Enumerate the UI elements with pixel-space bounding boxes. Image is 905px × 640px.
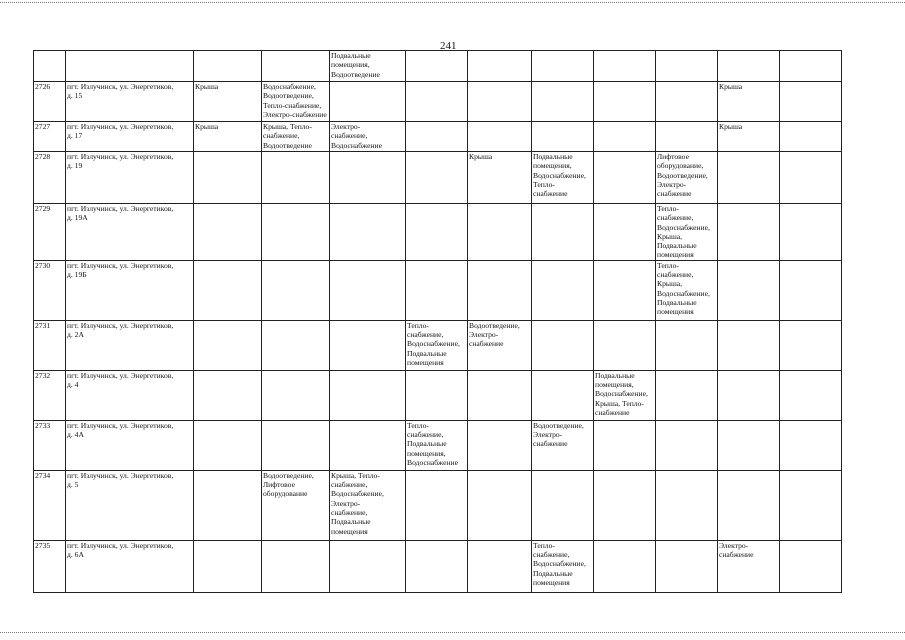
work-cell bbox=[718, 82, 780, 122]
work-cell bbox=[656, 152, 718, 204]
cell-text: д. 4 bbox=[67, 380, 79, 390]
work-cell bbox=[718, 204, 780, 261]
repair-schedule-table bbox=[33, 50, 842, 593]
work-cell bbox=[468, 122, 532, 152]
cell-text: пгт. Излучинск, ул. Энергетиков, bbox=[67, 540, 174, 550]
work-cell bbox=[406, 152, 468, 204]
work-cell bbox=[262, 320, 330, 370]
cell-text: пгт. Излучинск, ул. Энергетиков, bbox=[67, 260, 174, 270]
cell-text: Тепло- bbox=[533, 179, 555, 189]
work-cell bbox=[406, 470, 468, 540]
cell-text: Водоснабжение bbox=[331, 140, 382, 150]
row-number: 2726 bbox=[34, 82, 66, 122]
cell-text: помещения bbox=[407, 357, 444, 367]
cell-text: Водоотведение, bbox=[469, 320, 520, 330]
work-cell bbox=[532, 204, 594, 261]
row-number: 2727 bbox=[34, 122, 66, 152]
work-cell bbox=[330, 540, 406, 592]
cell-text: Крыша bbox=[719, 82, 743, 91]
row-number: 2729 bbox=[34, 204, 66, 261]
work-cell bbox=[718, 370, 780, 420]
work-cell bbox=[262, 370, 330, 420]
work-cell bbox=[532, 370, 594, 420]
work-cell bbox=[330, 51, 406, 82]
cell-text: Водоснабжение, bbox=[533, 559, 586, 569]
work-cell bbox=[532, 320, 594, 370]
cell-text: Подвальные bbox=[533, 152, 573, 161]
work-cell bbox=[718, 260, 780, 320]
cell-text: Крыша bbox=[469, 152, 493, 161]
address-cell bbox=[66, 260, 194, 320]
work-cell bbox=[468, 320, 532, 370]
work-cell bbox=[656, 420, 718, 470]
cell-text: Подвальные bbox=[407, 439, 447, 449]
table-row bbox=[34, 152, 842, 204]
row-number: 2732 bbox=[34, 370, 66, 420]
cell-text: Крыша, Тепло- bbox=[263, 122, 312, 131]
cell-text: снабжение, bbox=[263, 131, 300, 141]
cell-text: Тепло- bbox=[407, 320, 429, 330]
cell-text: Водоотведение, bbox=[263, 91, 314, 101]
cell-text: Водоснабжение, bbox=[331, 489, 384, 499]
work-cell bbox=[718, 320, 780, 370]
work-cell bbox=[468, 51, 532, 82]
work-cell bbox=[330, 82, 406, 122]
cell-text: помещения, bbox=[331, 60, 370, 70]
work-cell bbox=[780, 260, 842, 320]
work-cell bbox=[780, 470, 842, 540]
address-cell bbox=[66, 540, 194, 592]
cell-text: Тепло- bbox=[407, 420, 429, 430]
work-cell bbox=[406, 540, 468, 592]
cell-text: Водоснабжение, bbox=[533, 170, 586, 180]
cell-text: снабжение bbox=[657, 189, 692, 199]
cell-text: Крыша, Тепло- bbox=[595, 398, 644, 408]
cell-text: Водоснабжение, bbox=[263, 82, 316, 91]
work-cell bbox=[406, 51, 468, 82]
work-cell bbox=[194, 51, 262, 82]
cell-text: Водоснабжение, bbox=[657, 222, 710, 232]
address-cell bbox=[66, 82, 194, 122]
cell-text: снабжение, bbox=[657, 270, 694, 280]
work-cell bbox=[780, 152, 842, 204]
cell-text: оборудование, bbox=[657, 161, 704, 171]
cell-text: снабжение bbox=[595, 407, 630, 417]
work-cell bbox=[406, 320, 468, 370]
cell-text: Тепло- bbox=[657, 204, 679, 213]
cell-text: снабжение, bbox=[331, 480, 368, 490]
work-cell bbox=[656, 204, 718, 261]
cell-text: Лифтовое bbox=[263, 480, 295, 490]
work-cell bbox=[262, 204, 330, 261]
work-cell bbox=[406, 370, 468, 420]
cell-text: д. 5 bbox=[67, 480, 79, 490]
cell-text: оборудование bbox=[263, 489, 308, 499]
work-cell bbox=[656, 260, 718, 320]
work-cell bbox=[532, 122, 594, 152]
work-cell bbox=[468, 152, 532, 204]
cell-text: снабжение bbox=[719, 550, 754, 560]
cell-text: Крыша, Тепло- bbox=[331, 470, 380, 480]
cell-text: Крыша bbox=[195, 82, 219, 91]
work-cell bbox=[406, 420, 468, 470]
cell-text: Водоснабжение bbox=[407, 457, 458, 467]
work-cell bbox=[194, 420, 262, 470]
address-cell bbox=[66, 51, 194, 82]
work-cell bbox=[262, 540, 330, 592]
row-number: 2731 bbox=[34, 320, 66, 370]
work-cell bbox=[594, 204, 656, 261]
work-cell bbox=[194, 370, 262, 420]
work-cell bbox=[594, 152, 656, 204]
cell-text: д. 19А bbox=[67, 213, 88, 223]
work-cell bbox=[194, 540, 262, 592]
work-cell bbox=[262, 152, 330, 204]
cell-text: Лифтовое bbox=[657, 152, 689, 161]
work-cell bbox=[262, 51, 330, 82]
cell-text: Электро- bbox=[657, 179, 687, 189]
address-cell bbox=[66, 470, 194, 540]
work-cell bbox=[594, 420, 656, 470]
work-cell bbox=[656, 540, 718, 592]
cell-text: Водоснабжение, bbox=[657, 288, 710, 298]
work-cell bbox=[406, 260, 468, 320]
scan-artifact-bottom bbox=[0, 632, 905, 634]
cell-text: пгт. Излучинск, ул. Энергетиков, bbox=[67, 420, 174, 430]
work-cell bbox=[468, 420, 532, 470]
cell-text: Подвальные bbox=[595, 370, 635, 380]
address-cell bbox=[66, 204, 194, 261]
work-cell bbox=[532, 51, 594, 82]
work-cell bbox=[780, 204, 842, 261]
work-cell bbox=[194, 204, 262, 261]
work-cell bbox=[718, 51, 780, 82]
work-cell bbox=[718, 470, 780, 540]
cell-text: снабжение bbox=[533, 189, 568, 199]
work-cell bbox=[780, 540, 842, 592]
work-cell bbox=[718, 420, 780, 470]
work-cell bbox=[262, 82, 330, 122]
cell-text: пгт. Излучинск, ул. Энергетиков, bbox=[67, 320, 174, 330]
cell-text: Подвальные bbox=[657, 241, 697, 251]
work-cell bbox=[468, 540, 532, 592]
cell-text: д. 19Б bbox=[67, 270, 87, 280]
work-cell bbox=[718, 540, 780, 592]
table-row bbox=[34, 470, 842, 540]
work-cell bbox=[594, 370, 656, 420]
cell-text: Водоотведение bbox=[263, 140, 312, 150]
cell-text: Тепло- bbox=[533, 540, 555, 550]
work-cell bbox=[194, 122, 262, 152]
work-cell bbox=[656, 370, 718, 420]
cell-text: помещения bbox=[657, 307, 694, 317]
cell-text: помещения bbox=[331, 526, 368, 536]
cell-text: Водоотведение, bbox=[263, 470, 314, 480]
row-number: 2733 bbox=[34, 420, 66, 470]
work-cell bbox=[330, 260, 406, 320]
cell-text: Электро-снабжение bbox=[263, 109, 327, 119]
cell-text: помещения bbox=[533, 577, 570, 587]
work-cell bbox=[780, 122, 842, 152]
address-cell bbox=[66, 370, 194, 420]
work-cell bbox=[330, 204, 406, 261]
work-cell bbox=[532, 260, 594, 320]
work-cell bbox=[656, 51, 718, 82]
work-cell bbox=[330, 470, 406, 540]
work-cell bbox=[468, 370, 532, 420]
row-number bbox=[34, 51, 66, 82]
cell-text: пгт. Излучинск, ул. Энергетиков, bbox=[67, 470, 174, 480]
work-cell bbox=[594, 320, 656, 370]
work-cell bbox=[532, 82, 594, 122]
work-cell bbox=[330, 320, 406, 370]
table-row bbox=[34, 320, 842, 370]
scan-artifact-top bbox=[0, 2, 905, 4]
work-cell bbox=[594, 260, 656, 320]
cell-text: д. 15 bbox=[67, 91, 83, 101]
cell-text: снабжение, bbox=[331, 507, 368, 517]
row-number: 2735 bbox=[34, 540, 66, 592]
cell-text: снабжение, bbox=[533, 550, 570, 560]
work-cell bbox=[780, 51, 842, 82]
page-number: 241 bbox=[440, 40, 457, 52]
work-cell bbox=[330, 370, 406, 420]
table-row bbox=[34, 370, 842, 420]
cell-text: снабжение, bbox=[657, 213, 694, 223]
work-cell bbox=[194, 320, 262, 370]
work-cell bbox=[468, 470, 532, 540]
cell-text: Водоотведение, bbox=[657, 170, 708, 180]
work-cell bbox=[532, 470, 594, 540]
cell-text: Водоотведение bbox=[331, 69, 380, 79]
cell-text: помещения bbox=[657, 250, 694, 260]
cell-text: д. 2А bbox=[67, 330, 84, 340]
work-cell bbox=[656, 122, 718, 152]
row-number: 2728 bbox=[34, 152, 66, 204]
cell-text: пгт. Излучинск, ул. Энергетиков, bbox=[67, 152, 174, 161]
address-cell bbox=[66, 122, 194, 152]
cell-text: помещения, bbox=[595, 380, 634, 390]
cell-text: помещения, bbox=[533, 161, 572, 171]
cell-text: Подвальные bbox=[657, 297, 697, 307]
table-row bbox=[34, 82, 842, 122]
row-number: 2734 bbox=[34, 470, 66, 540]
cell-text: Подвальные bbox=[407, 348, 447, 358]
work-cell bbox=[194, 260, 262, 320]
table-row bbox=[34, 204, 842, 261]
work-cell bbox=[532, 540, 594, 592]
cell-text: Крыша, bbox=[657, 231, 683, 241]
cell-text: Водоснабжение, bbox=[595, 389, 648, 399]
work-cell bbox=[594, 540, 656, 592]
work-cell bbox=[718, 122, 780, 152]
work-cell bbox=[406, 122, 468, 152]
work-cell bbox=[594, 82, 656, 122]
address-cell bbox=[66, 152, 194, 204]
cell-text: Водоснабжение, bbox=[407, 339, 460, 349]
cell-text: Подвальные bbox=[533, 568, 573, 578]
row-number: 2730 bbox=[34, 260, 66, 320]
table-row bbox=[34, 540, 842, 592]
cell-text: пгт. Излучинск, ул. Энергетиков, bbox=[67, 122, 174, 131]
work-cell bbox=[780, 82, 842, 122]
cell-text: д. 19 bbox=[67, 161, 83, 171]
cell-text: Подвальные bbox=[331, 517, 371, 527]
work-cell bbox=[594, 122, 656, 152]
cell-text: Электро- bbox=[469, 330, 499, 340]
work-cell bbox=[262, 470, 330, 540]
cell-text: Электро- bbox=[331, 498, 361, 508]
cell-text: Крыша, bbox=[657, 279, 683, 289]
cell-text: Крыша bbox=[719, 122, 743, 131]
table-row bbox=[34, 122, 842, 152]
address-cell bbox=[66, 320, 194, 370]
work-cell bbox=[468, 204, 532, 261]
work-cell bbox=[532, 152, 594, 204]
work-cell bbox=[594, 470, 656, 540]
work-cell bbox=[780, 370, 842, 420]
cell-text: Электро- bbox=[533, 430, 563, 440]
cell-text: помещения, bbox=[407, 448, 446, 458]
cell-text: Тепло- bbox=[657, 260, 679, 270]
cell-text: Подвальные bbox=[331, 51, 371, 60]
work-cell bbox=[406, 82, 468, 122]
work-cell bbox=[262, 260, 330, 320]
work-cell bbox=[468, 82, 532, 122]
cell-text: пгт. Излучинск, ул. Энергетиков, bbox=[67, 204, 174, 213]
cell-text: д. 4А bbox=[67, 430, 84, 440]
work-cell bbox=[656, 320, 718, 370]
cell-text: снабжение, bbox=[407, 430, 444, 440]
work-cell bbox=[330, 122, 406, 152]
cell-text: д. 6А bbox=[67, 550, 84, 560]
work-cell bbox=[406, 204, 468, 261]
work-cell bbox=[262, 122, 330, 152]
cell-text: Тепло-снабжение, bbox=[263, 100, 322, 110]
work-cell bbox=[780, 320, 842, 370]
work-cell bbox=[194, 82, 262, 122]
work-cell bbox=[468, 260, 532, 320]
cell-text: д. 17 bbox=[67, 131, 83, 141]
work-cell bbox=[194, 152, 262, 204]
cell-text: пгт. Излучинск, ул. Энергетиков, bbox=[67, 82, 174, 91]
cell-text: Крыша bbox=[195, 122, 219, 131]
cell-text: снабжение bbox=[469, 339, 504, 349]
work-cell bbox=[330, 152, 406, 204]
work-cell bbox=[262, 420, 330, 470]
work-cell bbox=[532, 420, 594, 470]
table-row bbox=[34, 260, 842, 320]
cell-text: снабжение bbox=[533, 439, 568, 449]
work-cell bbox=[194, 470, 262, 540]
work-cell bbox=[330, 420, 406, 470]
table-row bbox=[34, 420, 842, 470]
table-row bbox=[34, 51, 842, 82]
work-cell bbox=[594, 51, 656, 82]
work-cell bbox=[780, 420, 842, 470]
cell-text: снабжение, bbox=[331, 131, 368, 141]
cell-text: Электро- bbox=[719, 540, 749, 550]
work-cell bbox=[656, 470, 718, 540]
work-cell bbox=[656, 82, 718, 122]
cell-text: Электро- bbox=[331, 122, 361, 131]
cell-text: пгт. Излучинск, ул. Энергетиков, bbox=[67, 370, 174, 380]
address-cell bbox=[66, 420, 194, 470]
work-cell bbox=[718, 152, 780, 204]
cell-text: Водоотведение, bbox=[533, 420, 584, 430]
cell-text: снабжение, bbox=[407, 330, 444, 340]
